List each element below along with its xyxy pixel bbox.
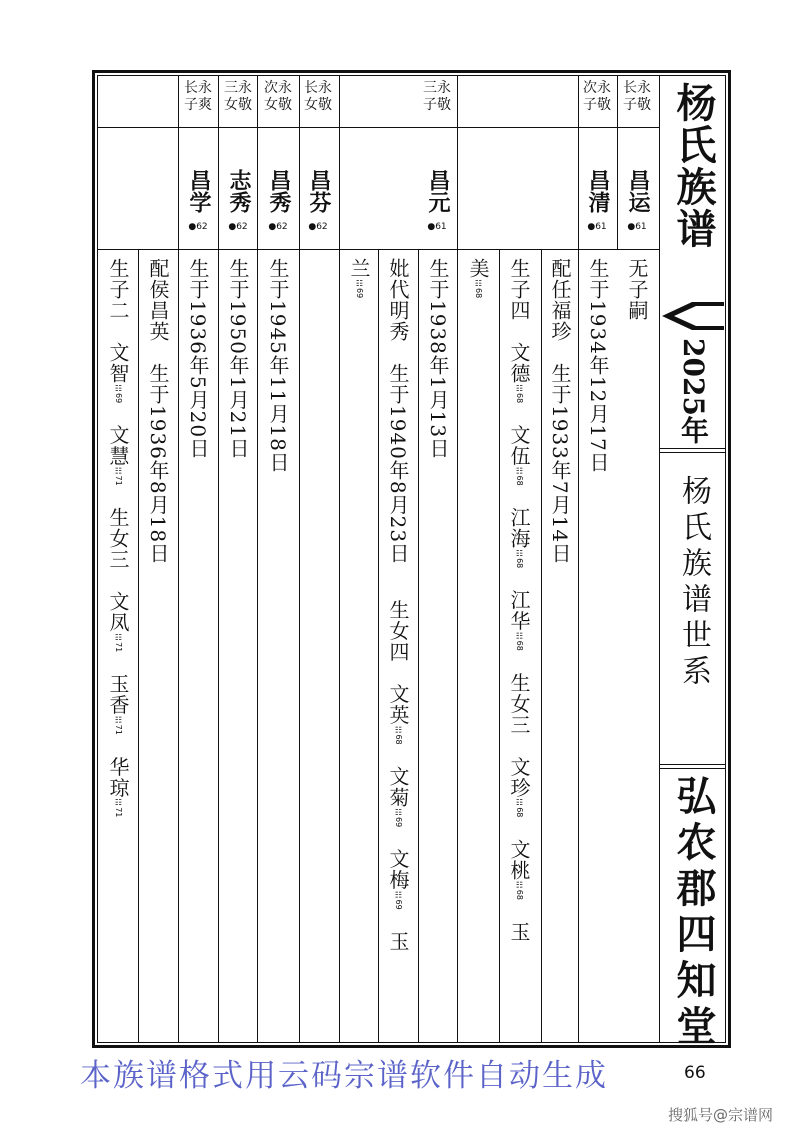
title-bar-divider-h [660, 764, 726, 765]
ref-page: ☷71 [114, 715, 123, 735]
relation-line-2: 子敬 [583, 97, 611, 113]
generation-number: 61 [635, 222, 647, 232]
relation-line-1: 三永 [423, 80, 451, 96]
person-name: 昌元 [425, 169, 450, 213]
entry-text: 无子嗣 [625, 258, 649, 321]
hall-name: 弘农郡四知堂 [670, 775, 717, 1051]
relation-line-1: 长永 [184, 80, 212, 96]
entry-text: 兰☷69 [347, 258, 371, 299]
ref-page: ☷68 [515, 631, 524, 651]
drop-icon: ● [308, 222, 317, 232]
relation-line-1: 三永 [224, 80, 252, 96]
entry-text: 生于1945年11月18日 [266, 258, 290, 473]
ref-page: ☷71 [114, 798, 123, 818]
ref-page: ☷69 [355, 279, 364, 299]
ref-page: ☷68 [474, 279, 483, 299]
series-title: 杨氏族谱世系 [676, 475, 711, 691]
page-number: 66 [684, 1063, 706, 1083]
entry-text: 美☷68 [466, 258, 490, 299]
relation-line-1: 次永 [264, 80, 292, 96]
relation-line-2: 子敬 [623, 97, 651, 113]
generation-number: 62 [196, 222, 208, 232]
chevron-left-icon [662, 298, 724, 334]
ref-page: ☷71 [114, 466, 123, 486]
generation-number: 61 [595, 222, 607, 232]
generation-number: 62 [316, 222, 328, 232]
entry-text: 生于1936年5月20日 [186, 258, 210, 460]
entry-text: 妣代明秀 生于1940年8月23日 生女四 文英☷68 文菊☷69 文梅☷69 玉 [386, 258, 410, 953]
title-bar-divider-h [660, 768, 726, 769]
ref-page: ☷68 [515, 880, 524, 900]
drop-icon: ● [188, 222, 197, 232]
ref-page: ☷68 [394, 725, 403, 745]
entry-text: 生子二 文智☷69 文慧☷71 生女三 文凤☷71 玉香☷71 华琼☷71 [106, 258, 130, 818]
person-name: 昌芬 [306, 169, 331, 213]
relation-line-2: 子爽 [184, 97, 212, 113]
title-bar-divider-h [660, 452, 726, 453]
generation-number: 62 [276, 222, 288, 232]
drop-icon: ● [268, 222, 277, 232]
header-divider [97, 127, 660, 128]
column-divider [339, 75, 340, 1043]
relation-line-2: 女敬 [304, 97, 332, 113]
ref-page: ☷69 [394, 807, 403, 828]
generation-number: 61 [435, 222, 447, 232]
person-name: 昌秀 [266, 169, 291, 213]
relation-line-1: 长永 [623, 80, 651, 96]
ref-page: ☷68 [515, 466, 524, 486]
ref-page: ☷69 [394, 890, 403, 910]
relation-line-1: 次永 [583, 80, 611, 96]
column-divider [457, 75, 458, 1043]
software-footer-note: 本族谱格式用云码宗谱软件自动生成 [80, 1058, 608, 1094]
entry-text: 配侯昌英 生于1936年8月18日 [146, 258, 170, 565]
entry-text: 生于1938年1月13日 [426, 258, 450, 460]
drop-icon: ● [427, 222, 436, 232]
entry-text: 生于1950年1月21日 [226, 258, 250, 460]
relation-line-1: 长永 [304, 80, 332, 96]
column-divider [257, 75, 258, 1043]
relation-line-2: 女敬 [264, 97, 292, 113]
entry-text: 生于1934年12月17日 [586, 258, 610, 473]
ref-page: ☷68 [515, 384, 524, 404]
ref-page: ☷68 [515, 798, 524, 818]
person-name: 昌运 [625, 169, 650, 213]
watermark: 搜狐号@宗谱网 [668, 1106, 774, 1124]
relation-line-2: 子敬 [423, 97, 451, 113]
relation-line-2: 女敬 [224, 97, 252, 113]
person-name: 昌清 [585, 169, 610, 213]
drop-icon: ● [627, 222, 636, 232]
generation-number: 62 [236, 222, 248, 232]
ref-page: ☷69 [114, 384, 123, 404]
ref-page: ☷68 [515, 549, 524, 569]
edition-year: 2025年 [677, 338, 710, 444]
person-name: 志秀 [226, 169, 251, 213]
entry-text: 配任福珍 生于1933年7月14日 [548, 258, 572, 565]
ref-page: ☷71 [114, 633, 123, 653]
entry-text: 生子四 文德☷68 文伍☷68 江海☷68 江华☷68 生女三 文珍☷68 文桃☷68 玉 [507, 258, 531, 943]
drop-icon: ● [228, 222, 237, 232]
drop-icon: ● [587, 222, 596, 232]
book-title: 杨氏族谱 [670, 82, 717, 250]
person-name: 昌学 [186, 169, 211, 213]
title-bar-divider-h [660, 448, 726, 449]
